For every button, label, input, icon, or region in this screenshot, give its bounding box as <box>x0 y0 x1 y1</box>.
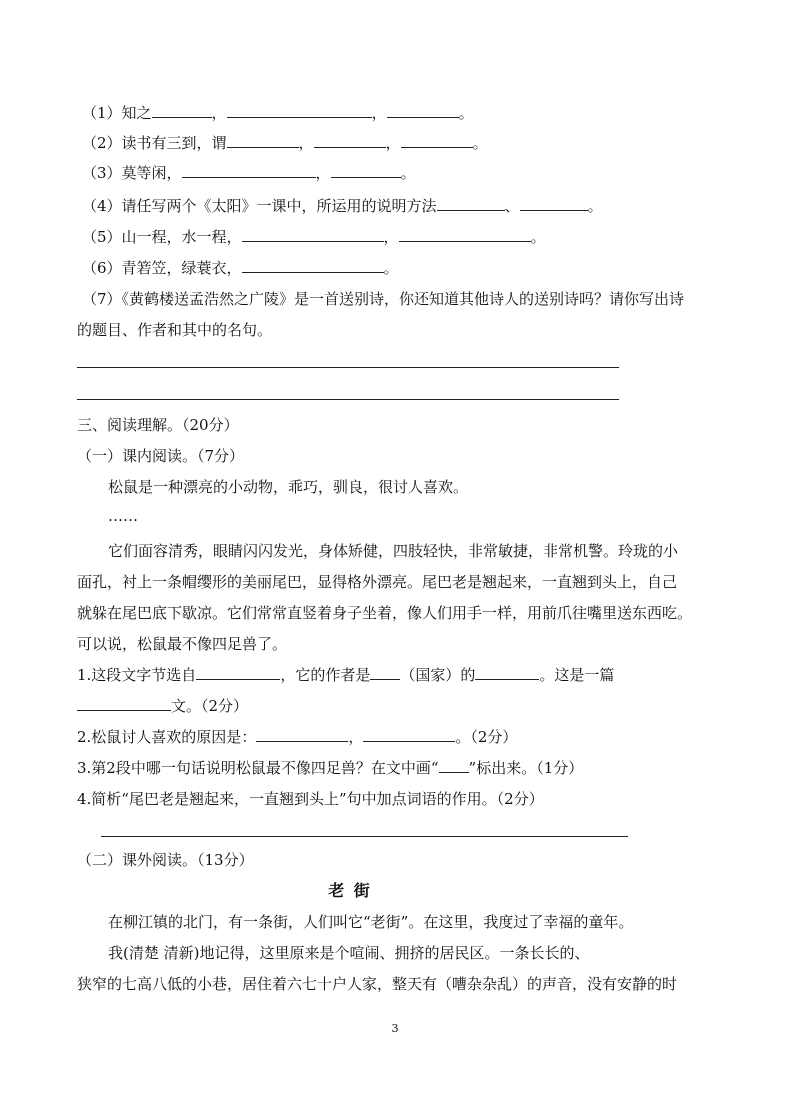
period: 。 <box>530 228 546 246</box>
answer-blank[interactable] <box>242 258 384 273</box>
q1-label: （1）知之 <box>82 104 152 122</box>
q4-label: （4）请任写两个《太阳》一课中，所运用的说明方法 <box>82 197 437 215</box>
fill-blank-q7-line2: 的题目、作者和其中的名句。 <box>77 321 273 339</box>
period: 。 <box>587 197 603 215</box>
question-4: 4.简析“尾巴老是翘起来，一直翘到头上”句中加点词语的作用。（2分） <box>77 790 544 808</box>
question-text: 1.这段文字节选自 <box>77 666 197 684</box>
q2-label: （2）读书有三到，谓 <box>82 134 227 152</box>
page-number: 3 <box>391 1022 399 1035</box>
answer-blank[interactable] <box>439 758 469 773</box>
answer-blank[interactable] <box>520 196 588 211</box>
question-text: 。（2分） <box>455 728 518 746</box>
separator: ， <box>315 164 331 182</box>
answer-line[interactable] <box>101 836 628 837</box>
answer-blank[interactable] <box>227 103 372 118</box>
article-line: 狭窄的七高八低的小巷，居住着六七十户人家，整天有（嘈杂杂乱）的声音，没有安静的时 <box>77 975 678 993</box>
separator: ， <box>298 134 314 152</box>
question-1 <box>77 665 614 685</box>
fill-blank-q6 <box>82 258 399 278</box>
answer-blank[interactable] <box>401 133 473 148</box>
answer-blank[interactable] <box>314 133 386 148</box>
fill-blank-q5 <box>82 227 546 247</box>
q6-label: （6）青箬笠，绿蓑衣， <box>82 259 242 277</box>
fill-blank-q1 <box>82 103 474 123</box>
answer-blank[interactable] <box>437 196 505 211</box>
section-heading: 三、阅读理解。（20分） <box>77 416 239 434</box>
q5-label: （5）山一程，水一程， <box>82 228 242 246</box>
question-1-cont <box>77 696 248 716</box>
passage-line: 它们面容清秀，眼睛闪闪发光，身体矫健，四肢轻快，非常敏捷，非常机警。玲珑的小 <box>108 542 679 560</box>
ellipsis: …… <box>108 507 138 525</box>
separator: ， <box>385 134 401 152</box>
question-text: 3.第2段中哪一句话说明松鼠最不像四足兽？在文中画“ <box>77 759 439 777</box>
fill-blank-q3 <box>82 163 416 183</box>
question-text: ，它的作者是 <box>280 666 371 684</box>
answer-blank[interactable] <box>152 103 212 118</box>
answer-blank[interactable] <box>77 696 171 711</box>
period: 。 <box>472 134 488 152</box>
question-text: （国家）的 <box>400 666 476 684</box>
passage-paragraph: 松鼠是一种漂亮的小动物，乖巧，驯良，很讨人喜欢。 <box>108 478 469 496</box>
answer-blank[interactable] <box>227 133 299 148</box>
question-text: 。这是一篇 <box>539 666 615 684</box>
separator: ， <box>383 228 399 246</box>
part1-heading: （一）课内阅读。（7分） <box>77 447 245 465</box>
passage-line: 面孔，衬上一条帽缨形的美丽尾巴，显得格外漂亮。尾巴老是翘起来，一直翘到头上，自己 <box>77 573 678 591</box>
question-text: 文。（2分） <box>171 697 249 715</box>
answer-blank[interactable] <box>331 163 401 178</box>
answer-blank[interactable] <box>242 227 384 242</box>
answer-line[interactable] <box>77 367 619 368</box>
question-text: 2.松鼠讨人喜欢的原因是： <box>77 728 257 746</box>
fill-blank-q4 <box>82 196 603 216</box>
separator: ， <box>371 104 387 122</box>
part2-heading: （二）课外阅读。（13分） <box>77 851 254 869</box>
answer-blank[interactable] <box>399 227 531 242</box>
period: 。 <box>383 259 399 277</box>
answer-blank[interactable] <box>475 665 539 680</box>
period: 。 <box>400 164 416 182</box>
article-title: 老 街 <box>328 881 372 900</box>
answer-blank[interactable] <box>196 665 280 680</box>
passage-line: 可以说，松鼠最不像四足兽了。 <box>77 635 288 653</box>
question-text: ， <box>348 728 364 746</box>
passage-line: 就躲在尾巴底下歇凉。它们常常直竖着身子坐着，像人们用手一样，用前爪往嘴里送东西吃。 <box>77 604 693 622</box>
answer-blank[interactable] <box>370 665 400 680</box>
answer-blank[interactable] <box>182 163 316 178</box>
answer-line[interactable] <box>77 399 619 400</box>
fill-blank-q7-line1: （7）《黄鹤楼送孟浩然之广陵》是一首送别诗，你还知道其他诗人的送别诗吗？请你写出诗 <box>82 290 685 308</box>
q3-label: （3）莫等闲， <box>82 164 182 182</box>
period: 。 <box>458 104 474 122</box>
fill-blank-q2 <box>82 133 488 153</box>
article-paragraph: 在柳江镇的北门，有一条街，人们叫它“老街”。在这里，我度过了幸福的童年。 <box>108 913 634 931</box>
question-text: ”标出来。（1分） <box>468 759 584 777</box>
separator: 、 <box>504 197 520 215</box>
article-line: 我(清楚 清新)地记得，这里原来是个喧闹、拥挤的居民区。一条长长的、 <box>108 944 590 962</box>
question-2 <box>77 727 517 747</box>
answer-blank[interactable] <box>387 103 459 118</box>
question-3 <box>77 758 583 778</box>
answer-blank[interactable] <box>256 727 348 742</box>
answer-blank[interactable] <box>363 727 455 742</box>
separator: ， <box>211 104 227 122</box>
